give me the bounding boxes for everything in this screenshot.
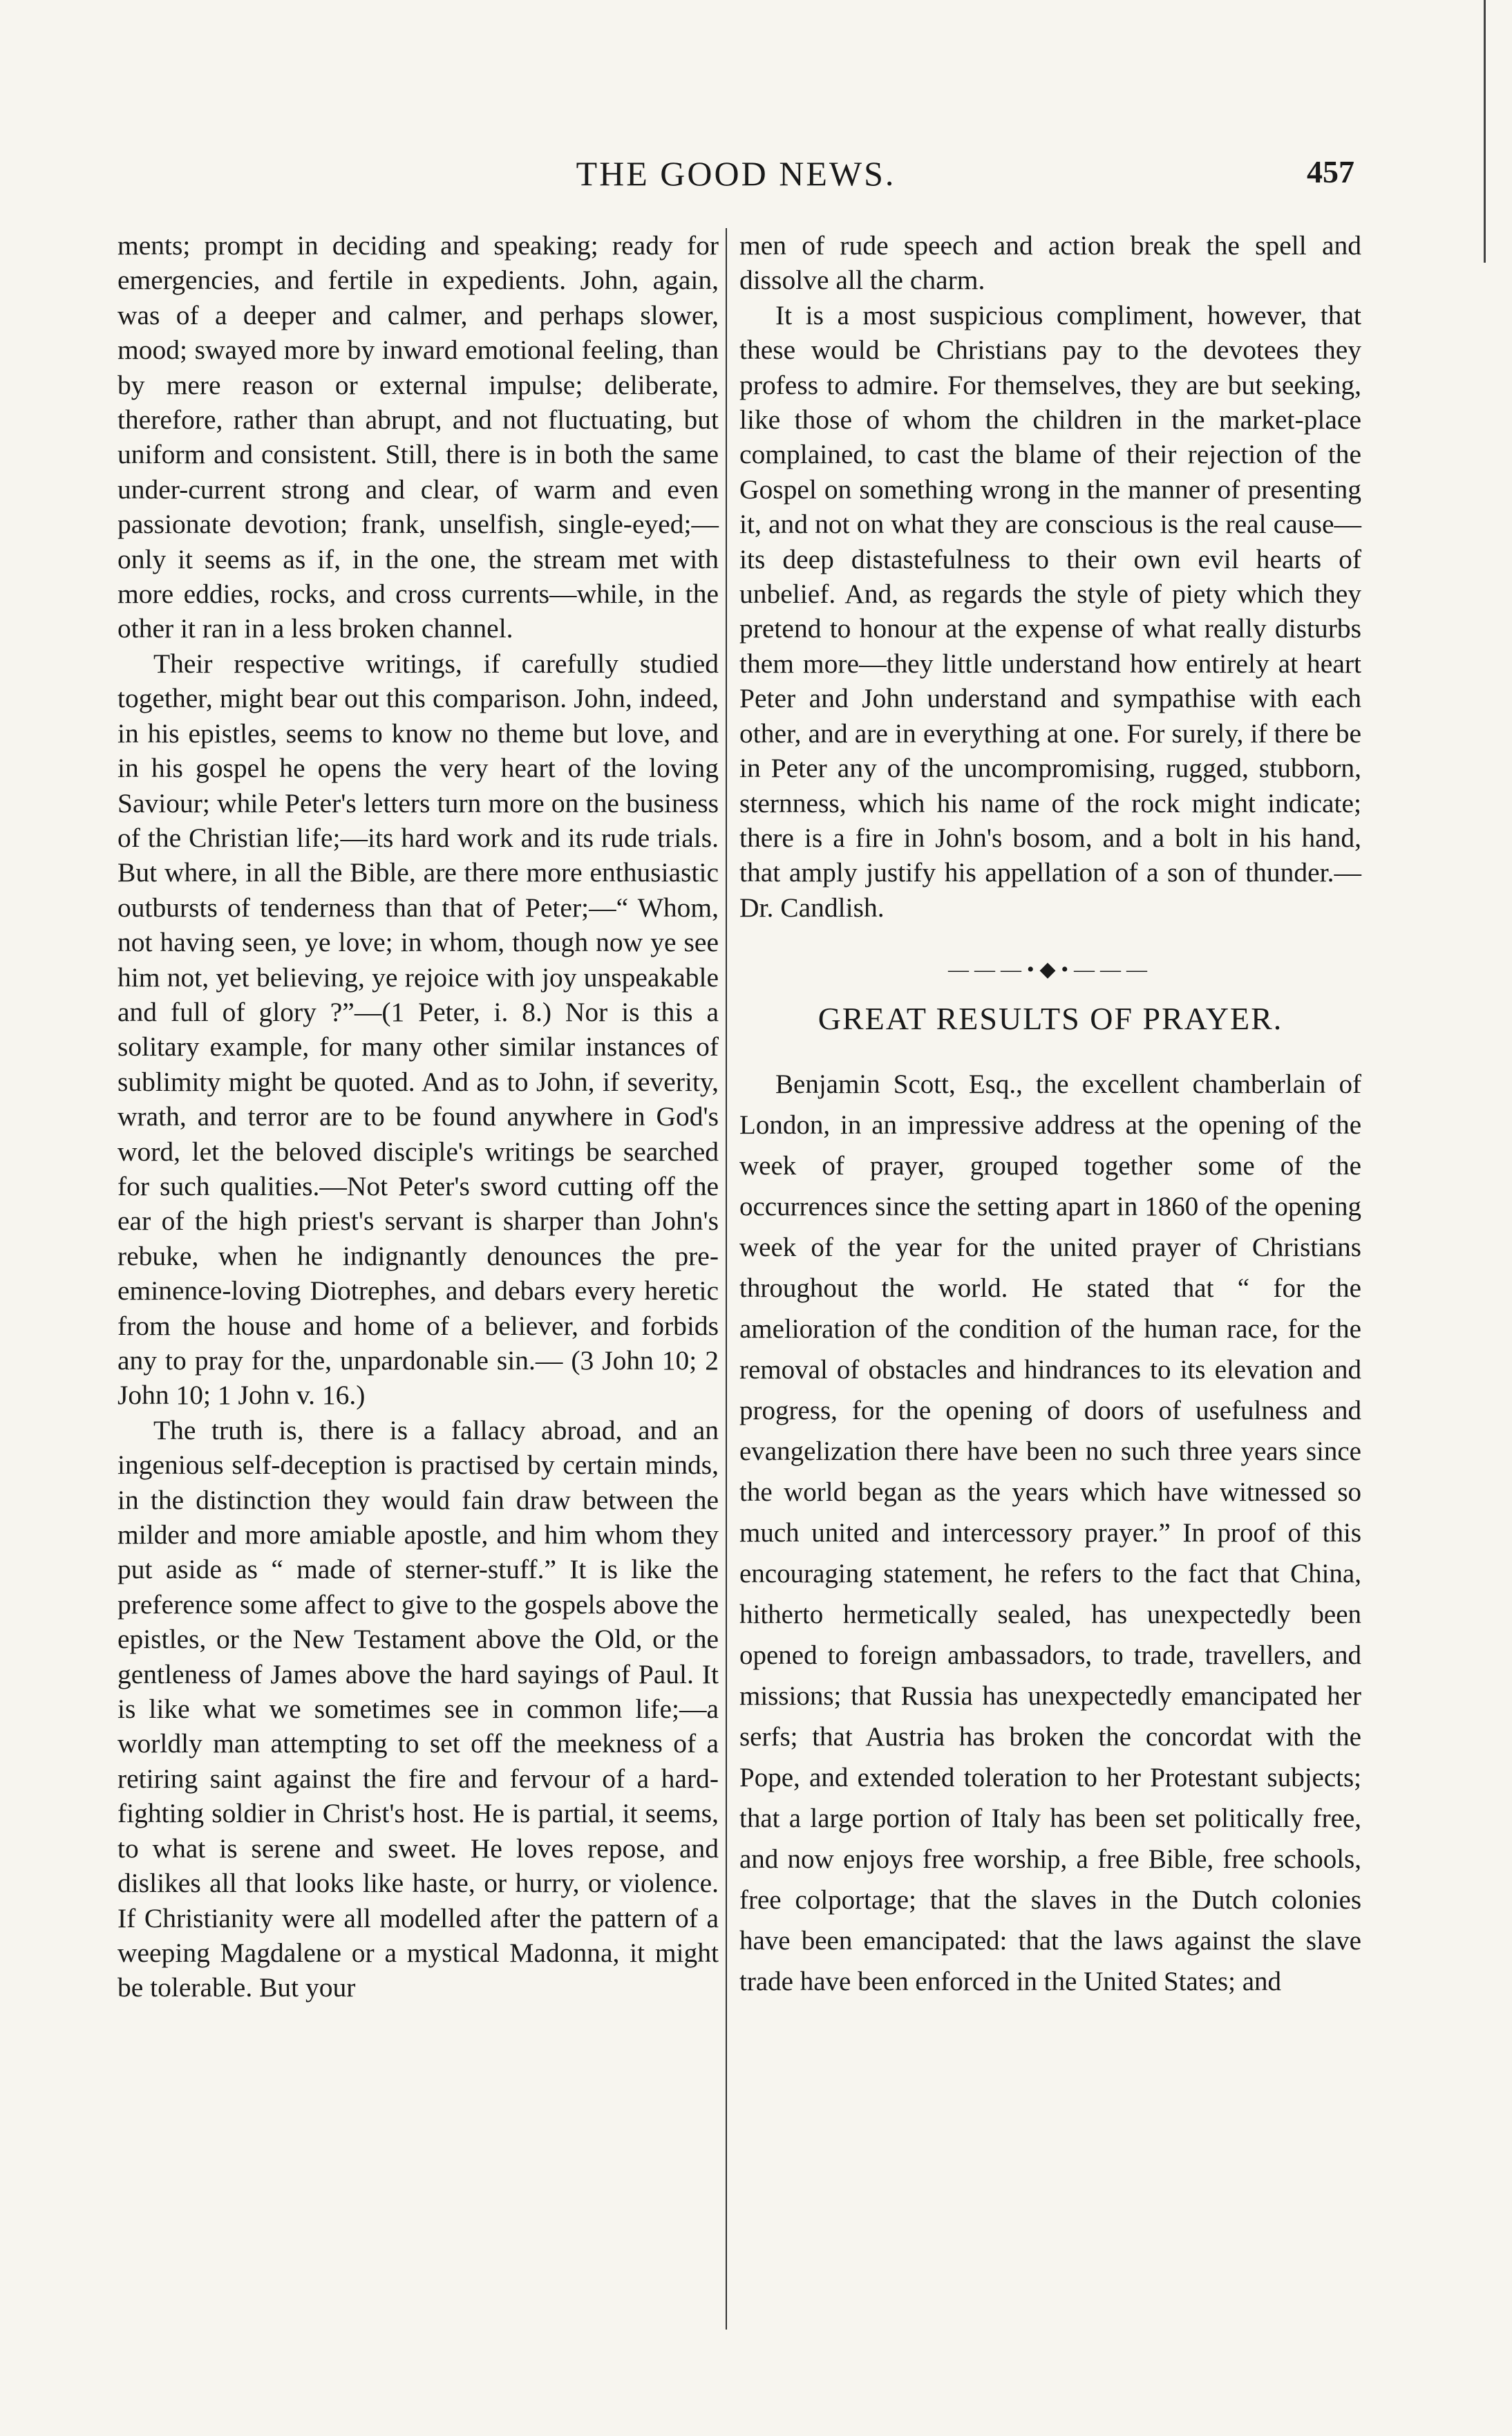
column-divider	[726, 228, 727, 2330]
page-header	[117, 153, 1354, 209]
section-body	[739, 1064, 1361, 2002]
left-column	[117, 228, 719, 2005]
section-heading: GREAT RESULTS OF PRAYER.	[818, 1000, 1283, 1036]
page-number: 457	[1307, 154, 1354, 189]
section-separator: ———•◆•———	[947, 958, 1153, 982]
left-paragraph-3: The truth is, there is a fallacy abroad, and an ingenious self-deception is practised by certain minds, in the distinction they would fain draw between the milder and more amiable apostle, and him whom they put aside as “ made of sterner-stuff.” It is like the preference some affect to give to the gospels above the epistles, or the New Testament above the Old, or the gentleness of James above the hard sayings of Paul. It is like what we sometimes see in common life;—a worldly man attempting to set off the meekness of a retiring saint against the fire and fervour of a hard-fighting soldier in Christ's host. He is partial, it seems, to what is serene and sweet. He loves repose, and dislikes all that looks like haste, or hurry, or violence. If Christianity were all modelled after the pattern of a weeping Magdalene or a mystical Madonna, it might be tolerable. But your	[117, 1414, 719, 2003]
running-title: THE GOOD NEWS.	[576, 154, 896, 193]
left-paragraph-1: ments; prompt in deciding and speaking; ready for emergencies, and fertile in expedients. John, again, was of a deeper and calmer, and perhaps slower, mood; swayed more by inward emotional feeling, than by mere reason or external impulse; deliberate, therefore, rather than abrupt, and not fluctuating, but uniform and consistent. Still, there is in both the same under-current strong and clear, of warm and even passionate devotion; frank, unselfish, single-eyed;—only it seems as if, in the one, the stream met with more eddies, rocks, and cross currents—while, in the other it ran in a less broken channel.	[117, 230, 719, 644]
section-paragraph-1: Benjamin Scott, Esq., the excellent chamberlain of London, in an impressive address at the opening of the week of prayer, grouped together some of the occurrences since the setting apart in 1860 of the opening week of the year for the united prayer of Christians throughout the world. He stated that “ for the amelioration of the condition of the human race, for the removal of obstacles and hindrances to its elevation and progress, for the opening of doors of usefulness and evangelization there have been no such three years since the world began as the years which have witnessed so much united and intercessory prayer.” In proof of this encouraging statement, he refers to the fact that China, hitherto hermetically sealed, has unexpectedly been opened to foreign ambassadors, to trade, travellers, and missions; that Russia has unexpectedly emancipated her serfs; that Austria has broken the concordat with the Pope, and extended toleration to her Protestant subjects; that a large portion of Italy has been set politically free, and now enjoys free worship, a free Bible, free schools, free colportage; that the slaves in the Dutch colonies have been emancipated: that the laws against the slave trade have been enforced in the United States; and	[739, 1069, 1361, 1996]
right-paragraph-1: men of rude speech and action break the spell and dissolve all the charm.	[739, 230, 1361, 296]
left-paragraph-2: Their respective writings, if carefully studied together, might bear out this comparison. John, indeed, in his epistles, seems to know no theme but love, and in his gospel he opens the very heart of the loving Saviour; while Peter's letters turn more on the business of the Christian life;—its hard work and its rude trials. But where, in all the Bible, are there more enthusiastic outbursts of tenderness than that of Peter;—“ Whom, not having seen, ye love; in whom, though now ye see him not, yet believing, ye rejoice with joy unspeakable and full of glory ?”—(1 Peter, i. 8.) Nor is this a solitary example, for many other similar instances of sublimity might be quoted. And as to John, if severity, wrath, and terror are to be found anywhere in God's word, let the beloved disciple's writings be searched for such qualities.—Not Peter's sword cutting off the ear of the high priest's servant is sharper than John's rebuke, when he indignantly denounces the pre-eminence-loving Diotrephes, and debars every heretic from the house and home of a believer, and forbids any to pray for the, unpardonable sin.— (3 John 10; 2 John 10; 1 John v. 16.)	[117, 648, 719, 1411]
right-paragraph-2: It is a most suspicious compliment, however, that these would be Christians pay to the devotees they profess to admire. For themselves, they are but seeking, like those of whom the children in the market-place complained, to cast the blame of their rejection of the Gospel on something wrong in the manner of presenting it, and not on what they are conscious is the real cause—its deep distastefulness to their own evil hearts of unbelief. And, as regards the style of piety which they pretend to honour at the expense of what really disturbs them more—they little understand how entirely at heart Peter and John understand and sympathise with each other, and are in everything at one. For surely, if there be in Peter any of the uncompromising, rugged, stubborn, sternness, which his name of the rock might indicate; there is a fire in John's bosom, and a bolt in his hand, that amply justify his appellation of a son of thunder.—Dr. Candlish.	[739, 299, 1361, 923]
page-edge-mark	[1484, 0, 1486, 263]
right-column	[739, 228, 1361, 2002]
